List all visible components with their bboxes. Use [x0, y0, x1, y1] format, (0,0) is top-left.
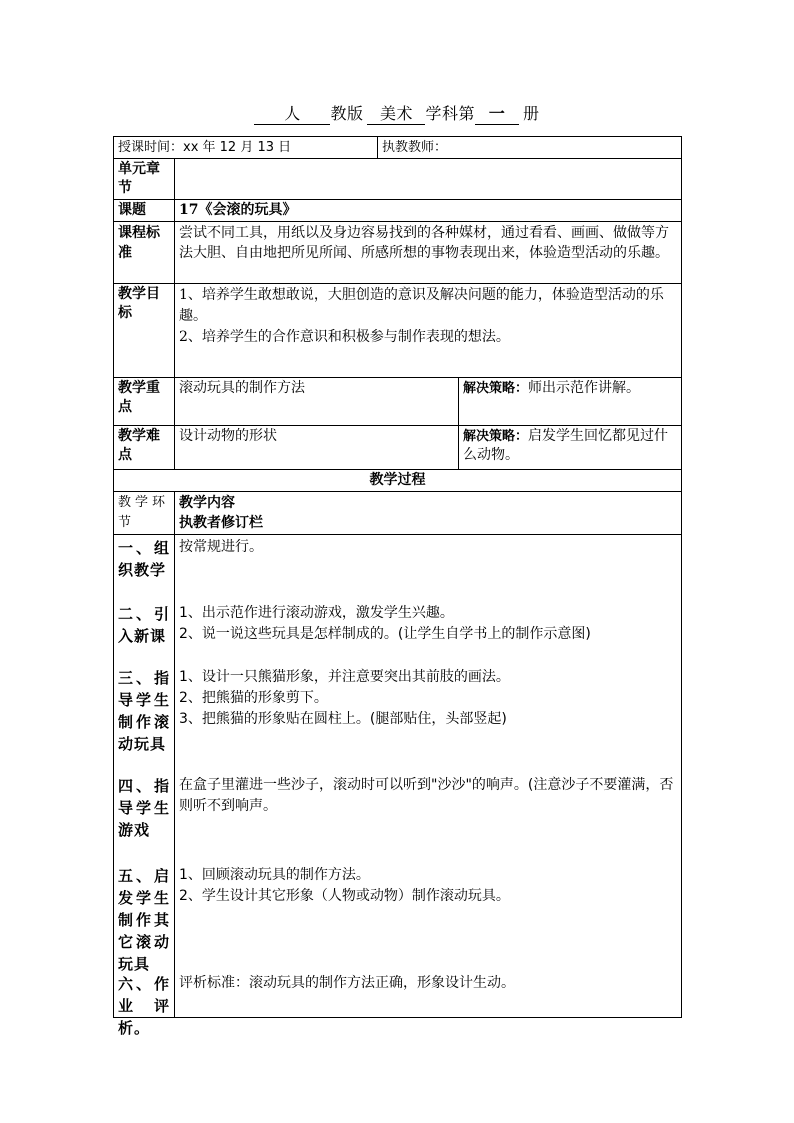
subject-suffix: 学科第 — [425, 104, 475, 123]
content-column — [175, 535, 682, 1018]
volume-blank: 一 — [475, 104, 519, 125]
process-title-row — [114, 470, 682, 492]
step-line: 3、把熊猫的形象贴在圆柱上。(腿部贴住，头部竖起) — [179, 711, 507, 727]
key-point-row — [114, 378, 682, 426]
process-body-row — [114, 535, 682, 1018]
content-column-header — [175, 492, 682, 535]
revision-header: 执教者修订栏 — [179, 515, 263, 531]
step-line: 2、把熊猫的形象剪下。 — [179, 690, 328, 706]
step-content — [179, 973, 677, 1017]
step-line: 2、学生设计其它形象（人物或动物）制作滚动玩具。 — [179, 888, 510, 904]
subject-blank: 美术 — [367, 104, 425, 125]
objective-item: 1、培养学生敢想敢说，大胆创造的意识及解决问题的能力，体验造型活动的乐趣。 — [179, 287, 664, 324]
difficulty-value: 设计动物的形状 — [175, 426, 459, 470]
publisher-blank: 人 — [254, 104, 330, 125]
topic-value: 17《会滚的玩具》 — [175, 200, 682, 222]
step-content — [179, 865, 677, 973]
step-content — [179, 537, 677, 603]
stage-label: 五、启发学生制作其它滚动玩具 — [118, 867, 170, 973]
objectives-content — [175, 284, 682, 378]
volume-suffix: 册 — [523, 104, 540, 123]
stage-column-header: 教学环节 — [114, 492, 175, 535]
unit-label: 单元章节 — [114, 159, 175, 200]
step-content — [179, 603, 677, 667]
step-line: 评析标准：滚动玩具的制作方法正确，形象设计生动。 — [179, 975, 515, 991]
stage-label: 三、指导学生制作滚动玩具 — [118, 669, 170, 753]
info-row — [114, 137, 682, 159]
document-title — [0, 104, 794, 125]
difficulty-label: 教学难点 — [114, 426, 175, 470]
unit-value — [175, 159, 682, 200]
content-header: 教学内容 — [179, 495, 235, 511]
stage-label: 一、组织教学 — [118, 539, 170, 579]
strategy-text: 师出示范作讲解。 — [528, 380, 641, 396]
key-point-label: 教学重点 — [114, 378, 175, 426]
step-line: 在盒子里灌进一些沙子，滚动时可以听到"沙沙"的响声。(注意沙子不要灌满，否则听不到响声。 — [179, 777, 674, 814]
lesson-plan-table — [113, 136, 682, 1037]
strategy-label: 解决策略： — [463, 381, 529, 396]
stage-label: 六、作业评析。 — [118, 975, 170, 1037]
topic-row — [114, 200, 682, 222]
strategy-label: 解决策略： — [463, 429, 529, 444]
standard-label: 课程标准 — [114, 222, 175, 284]
stage-label: 四、指导学生游戏 — [118, 777, 170, 839]
strategy-text: 启发学生回忆都见过什么动物。 — [463, 428, 669, 463]
step-content — [179, 667, 677, 775]
class-date: 授课时间：xx 年 12 月 13 日 — [114, 137, 378, 159]
teacher-label: 执教教师： — [378, 137, 682, 159]
step-line: 2、说一说这些玩具是怎样制成的。(让学生自学书上的制作示意图) — [179, 626, 591, 642]
edition-suffix: 教版 — [330, 104, 364, 123]
stage-column — [114, 535, 175, 1037]
process-title: 教学过程 — [114, 470, 682, 492]
unit-row — [114, 159, 682, 200]
objectives-row — [114, 284, 682, 378]
step-content — [179, 775, 677, 865]
objective-item: 2、培养学生的合作意识和积极参与制作表现的想法。 — [179, 329, 510, 345]
objectives-label: 教学目标 — [114, 284, 175, 378]
stage-label: 二、引入新课 — [118, 605, 170, 645]
step-line: 1、回顾滚动玩具的制作方法。 — [179, 867, 370, 883]
step-line: 按常规进行。 — [179, 539, 263, 555]
key-point-strategy — [459, 378, 682, 426]
process-header-row — [114, 492, 682, 535]
difficulty-strategy — [459, 426, 682, 470]
step-line: 1、设计一只熊猫形象，并注意要突出其前肢的画法。 — [179, 669, 510, 685]
difficulty-row — [114, 426, 682, 470]
standard-row — [114, 222, 682, 284]
step-line: 1、出示范作进行滚动游戏，激发学生兴趣。 — [179, 605, 454, 621]
standard-text: 尝试不同工具，用纸以及身边容易找到的各种媒材，通过看看、画画、做做等方法大胆、自由地把所见所闻、所感所想的事物表现出来，体验造型活动的乐趣。 — [175, 222, 682, 284]
key-point-value: 滚动玩具的制作方法 — [175, 378, 459, 426]
topic-label: 课题 — [114, 200, 175, 222]
